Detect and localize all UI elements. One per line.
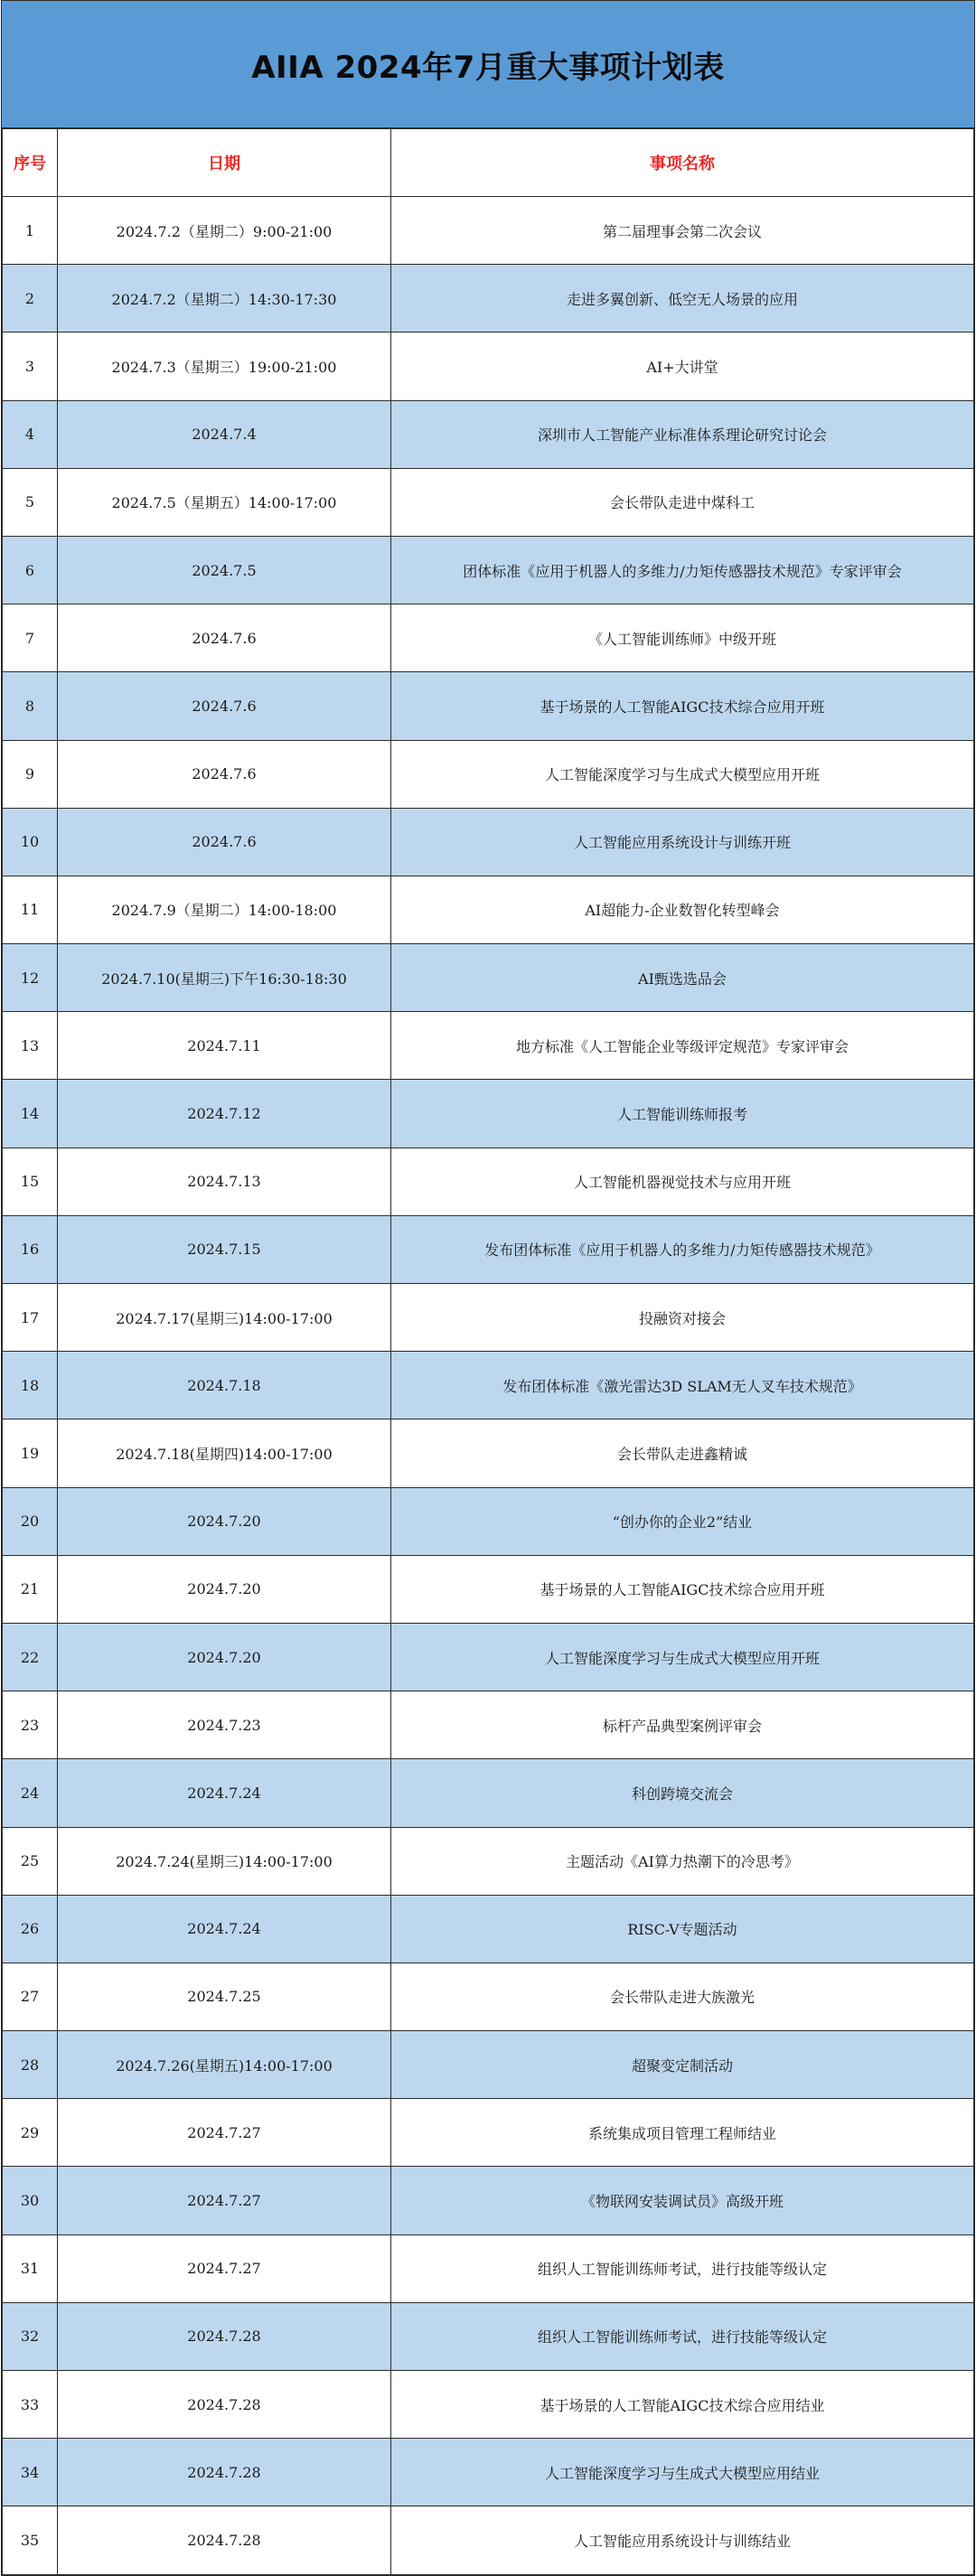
table-row (3, 1895, 974, 1962)
row-number: 25 (3, 1827, 58, 1895)
table-row (3, 808, 974, 876)
row-date: 2024.7.28 (58, 2506, 391, 2574)
row-date: 2024.7.9（星期二）14:00-18:00 (58, 876, 391, 943)
table-row (3, 1147, 974, 1215)
row-date: 2024.7.20 (58, 1623, 391, 1691)
row-event-name: 人工智能应用系统设计与训练结业 (391, 2506, 974, 2574)
table-row (3, 740, 974, 808)
table-row (3, 2302, 974, 2370)
row-event-name: RISC-V专题活动 (391, 1895, 974, 1962)
row-event-name: 超聚变定制活动 (391, 2031, 974, 2099)
row-number: 2 (3, 265, 58, 333)
row-event-name: 发布团体标准《应用于机器人的多维力/力矩传感器技术规范》 (391, 1215, 974, 1283)
header-date: 日期 (58, 129, 391, 197)
table-row (3, 2234, 974, 2302)
row-event-name: 人工智能训练师报考 (391, 1080, 974, 1147)
row-number: 27 (3, 1962, 58, 2030)
table-row (3, 2167, 974, 2234)
table-body (3, 197, 974, 2575)
table-row (3, 876, 974, 943)
table-row (3, 1691, 974, 1759)
row-date: 2024.7.4 (58, 400, 391, 468)
row-number: 4 (3, 400, 58, 468)
table-row (3, 2371, 974, 2439)
row-number: 10 (3, 808, 58, 876)
row-event-name: 深圳市人工智能产业标准体系理论研究讨论会 (391, 400, 974, 468)
table-row (3, 197, 974, 265)
row-event-name: 基于场景的人工智能AIGC技术综合应用开班 (391, 1555, 974, 1623)
row-date: 2024.7.15 (58, 1215, 391, 1283)
header-number: 序号 (3, 129, 58, 197)
table-row (3, 1352, 974, 1419)
row-number: 20 (3, 1487, 58, 1555)
table-row (3, 265, 974, 333)
row-number: 5 (3, 468, 58, 536)
row-number: 7 (3, 604, 58, 672)
row-date: 2024.7.6 (58, 740, 391, 808)
table-row (3, 1080, 974, 1147)
table-row (3, 2506, 974, 2574)
row-date: 2024.7.24(星期三)14:00-17:00 (58, 1827, 391, 1895)
table-row (3, 944, 974, 1012)
row-number: 29 (3, 2099, 58, 2167)
table-row (3, 2099, 974, 2167)
row-date: 2024.7.18(星期四)14:00-17:00 (58, 1419, 391, 1487)
table-row (3, 468, 974, 536)
row-number: 24 (3, 1759, 58, 1827)
table-row (3, 1827, 974, 1895)
row-number: 19 (3, 1419, 58, 1487)
row-date: 2024.7.24 (58, 1759, 391, 1827)
row-event-name: 地方标准《人工智能企业等级评定规范》专家评审会 (391, 1012, 974, 1080)
table-row (3, 1215, 974, 1283)
row-number: 15 (3, 1147, 58, 1215)
table-row (3, 400, 974, 468)
row-number: 23 (3, 1691, 58, 1759)
row-number: 9 (3, 740, 58, 808)
row-number: 26 (3, 1895, 58, 1962)
table-row (3, 1759, 974, 1827)
row-date: 2024.7.11 (58, 1012, 391, 1080)
row-event-name: 组织人工智能训练师考试，进行技能等级认定 (391, 2302, 974, 2370)
row-number: 11 (3, 876, 58, 943)
row-number: 22 (3, 1623, 58, 1691)
row-event-name: AI+大讲堂 (391, 333, 974, 400)
row-date: 2024.7.28 (58, 2302, 391, 2370)
table-row (3, 333, 974, 400)
title-banner (2, 1, 974, 128)
row-date: 2024.7.18 (58, 1352, 391, 1419)
row-number: 3 (3, 333, 58, 400)
table-row (3, 1419, 974, 1487)
row-number: 8 (3, 672, 58, 740)
row-event-name: 基于场景的人工智能AIGC技术综合应用结业 (391, 2371, 974, 2439)
table-row (3, 1962, 974, 2030)
row-date: 2024.7.20 (58, 1555, 391, 1623)
row-event-name: 科创跨境交流会 (391, 1759, 974, 1827)
row-event-name: 基于场景的人工智能AIGC技术综合应用开班 (391, 672, 974, 740)
row-date: 2024.7.10(星期三)下午16:30-18:30 (58, 944, 391, 1012)
row-date: 2024.7.6 (58, 808, 391, 876)
row-date: 2024.7.25 (58, 1962, 391, 2030)
row-event-name: 主题活动《AI算力热潮下的冷思考》 (391, 1827, 974, 1895)
row-event-name: 第二届理事会第二次会议 (391, 197, 974, 265)
row-date: 2024.7.20 (58, 1487, 391, 1555)
row-number: 35 (3, 2506, 58, 2574)
row-event-name: 人工智能应用系统设计与训练开班 (391, 808, 974, 876)
table-row (3, 672, 974, 740)
row-number: 13 (3, 1012, 58, 1080)
row-event-name: “创办你的企业2”结业 (391, 1487, 974, 1555)
table-row (3, 1555, 974, 1623)
table-row (3, 2031, 974, 2099)
row-date: 2024.7.27 (58, 2099, 391, 2167)
row-date: 2024.7.26(星期五)14:00-17:00 (58, 2031, 391, 2099)
row-event-name: 会长带队走进中煤科工 (391, 468, 974, 536)
page-title: AIIA 2024年7月重大事项计划表 (251, 49, 725, 86)
table-row (3, 1012, 974, 1080)
row-event-name: 系统集成项目管理工程师结业 (391, 2099, 974, 2167)
row-date: 2024.7.23 (58, 1691, 391, 1759)
row-date: 2024.7.2（星期二）9:00-21:00 (58, 197, 391, 265)
row-event-name: 会长带队走进大族激光 (391, 1962, 974, 2030)
row-event-name: 人工智能机器视觉技术与应用开班 (391, 1147, 974, 1215)
row-event-name: AI超能力-企业数智化转型峰会 (391, 876, 974, 943)
row-number: 14 (3, 1080, 58, 1147)
row-date: 2024.7.17(星期三)14:00-17:00 (58, 1284, 391, 1352)
row-date: 2024.7.3（星期三）19:00-21:00 (58, 333, 391, 400)
row-number: 34 (3, 2439, 58, 2506)
row-number: 32 (3, 2302, 58, 2370)
row-event-name: 发布团体标准《激光雷达3D SLAM无人叉车技术规范》 (391, 1352, 974, 1419)
row-number: 28 (3, 2031, 58, 2099)
row-date: 2024.7.2（星期二）14:30-17:30 (58, 265, 391, 333)
row-event-name: 会长带队走进鑫精诚 (391, 1419, 974, 1487)
row-date: 2024.7.24 (58, 1895, 391, 1962)
row-number: 12 (3, 944, 58, 1012)
row-number: 31 (3, 2234, 58, 2302)
row-event-name: 人工智能深度学习与生成式大模型应用开班 (391, 1623, 974, 1691)
table-row (3, 536, 974, 604)
row-date: 2024.7.13 (58, 1147, 391, 1215)
header-event-name: 事项名称 (391, 129, 974, 197)
row-event-name: 《人工智能训练师》中级开班 (391, 604, 974, 672)
row-number: 21 (3, 1555, 58, 1623)
row-event-name: 走进多翼创新、低空无人场景的应用 (391, 265, 974, 333)
row-number: 16 (3, 1215, 58, 1283)
row-date: 2024.7.6 (58, 604, 391, 672)
row-number: 30 (3, 2167, 58, 2234)
row-event-name: 团体标准《应用于机器人的多维力/力矩传感器技术规范》专家评审会 (391, 536, 974, 604)
row-number: 17 (3, 1284, 58, 1352)
table-row (3, 1487, 974, 1555)
row-event-name: 《物联网安装调试员》高级开班 (391, 2167, 974, 2234)
table-header-row (3, 129, 974, 197)
row-date: 2024.7.5 (58, 536, 391, 604)
row-event-name: 人工智能深度学习与生成式大模型应用开班 (391, 740, 974, 808)
row-number: 33 (3, 2371, 58, 2439)
row-event-name: 组织人工智能训练师考试，进行技能等级认定 (391, 2234, 974, 2302)
row-event-name: 标杆产品典型案例评审会 (391, 1691, 974, 1759)
row-date: 2024.7.27 (58, 2167, 391, 2234)
row-date: 2024.7.12 (58, 1080, 391, 1147)
row-date: 2024.7.6 (58, 672, 391, 740)
table-row (3, 2439, 974, 2506)
schedule-table (2, 128, 974, 2575)
row-date: 2024.7.28 (58, 2439, 391, 2506)
row-number: 6 (3, 536, 58, 604)
row-number: 1 (3, 197, 58, 265)
table-row (3, 1284, 974, 1352)
table-row (3, 1623, 974, 1691)
row-event-name: AI甄选选品会 (391, 944, 974, 1012)
row-date: 2024.7.5（星期五）14:00-17:00 (58, 468, 391, 536)
row-date: 2024.7.28 (58, 2371, 391, 2439)
row-number: 18 (3, 1352, 58, 1419)
schedule-sheet (1, 0, 975, 2576)
table-row (3, 604, 974, 672)
row-event-name: 人工智能深度学习与生成式大模型应用结业 (391, 2439, 974, 2506)
row-event-name: 投融资对接会 (391, 1284, 974, 1352)
row-date: 2024.7.27 (58, 2234, 391, 2302)
